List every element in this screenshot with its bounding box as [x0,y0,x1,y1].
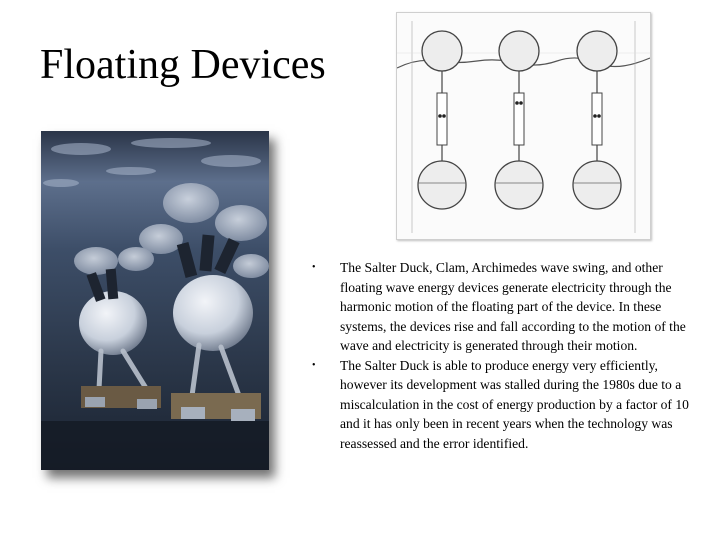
bullet-text: The Salter Duck is able to produce energy very efficiently, however its development was stalled during the 1980s due to a miscalculation in the cost of energy production by a factor of 10 and it has only been in recent years when the technology was reassessed and the error identified. [340,357,689,451]
bullet-item [312,356,692,454]
bullet-text: The Salter Duck, Clam, Archimedes wave swing, and other floating wave energy devices generate electricity through the harmonic motion of the floating part of the device. In these systems, the devices rise and fall according to the motion of the wave and electricity is generated through their motion. [340,260,686,353]
buoy-technical-drawing-icon [397,13,650,239]
bullet-marker: • [312,359,316,371]
underwater-photo [41,131,269,470]
bullet-list [312,258,692,453]
underwater-floating-devices-photo-icon [41,131,269,470]
bullet-item [312,258,692,356]
buoy-technical-drawing [396,12,651,240]
slide-title: Floating Devices [40,42,326,88]
bullet-marker: • [312,262,316,273]
